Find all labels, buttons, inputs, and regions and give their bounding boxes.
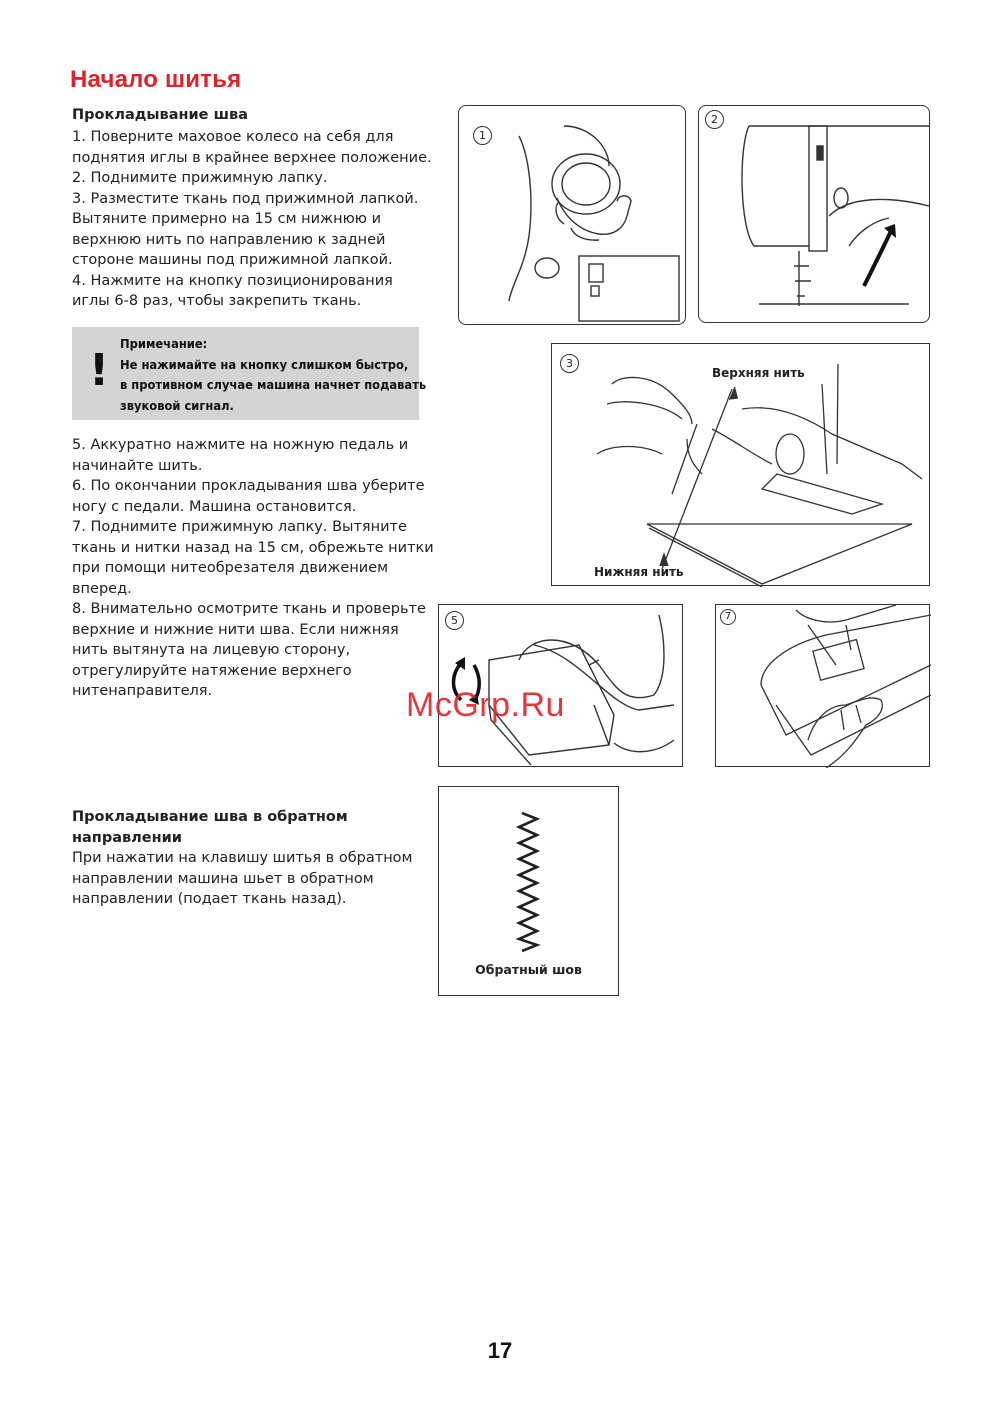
- reverse-heading-line-2: направлении: [72, 829, 182, 846]
- note-line-3: звуковой сигнал.: [120, 398, 234, 414]
- reverse-stitch-caption: Обратный шов: [475, 962, 582, 977]
- figure-2-number: 2: [705, 110, 724, 129]
- handwheel-illustration: [459, 106, 687, 326]
- figure-7-thread-cutter: [715, 604, 930, 767]
- reverse-heading-line-1: Прокладывание шва в обратном: [72, 809, 348, 825]
- reverse-text: [72, 848, 432, 910]
- steps-1-4: [72, 127, 432, 312]
- reverse-text-body: При нажатии на клавишу шитья в обратном направлении машина шьет в обратном направлении (подает ткань назад).: [72, 850, 413, 907]
- figure-3-threads: [551, 343, 930, 586]
- figure-5-number: 5: [445, 611, 464, 630]
- threads-illustration: [552, 344, 931, 587]
- page-number: 17: [487, 1338, 513, 1363]
- figure-3-number: 3: [560, 354, 579, 373]
- figure-1-number: 1: [473, 126, 492, 145]
- note-line-1: Не нажимайте на кнопку слишком быстро,: [120, 357, 409, 373]
- note-title: Примечание:: [120, 337, 208, 352]
- figure-7-number: 7: [720, 609, 736, 625]
- figure-2-presser-foot: [698, 105, 930, 323]
- note-box: [72, 327, 427, 420]
- figure-1-handwheel: [458, 105, 686, 325]
- watermark: McGrp.Ru: [406, 686, 565, 724]
- steps-1-4-text: 1. Поверните маховое колесо на себя для поднятия иглы в крайнее верхнее положение. 2. Поднимите прижимную лапку. 3. Разместите ткань под прижимной лапкой. Вытяните примерно на 15 см нижнюю и верхнюю нить по направлению к задней стороне машины под прижимной лапкой. 4. Нажмите на кнопку позиционирования иглы 6-8 раз, чтобы закрепить ткань.: [72, 129, 432, 309]
- section-heading-reverse: [72, 807, 432, 848]
- lower-thread-label: Нижняя нить: [594, 565, 684, 579]
- note-line-2: в противном случае машина начнет подавать: [120, 378, 427, 393]
- upper-thread-label: Верхняя нить: [712, 366, 805, 380]
- figure-reverse-stitch: [438, 786, 619, 996]
- presser-foot-illustration: [699, 106, 931, 324]
- exclamation-icon: !: [89, 345, 110, 396]
- page-title: Начало шитья: [70, 66, 242, 93]
- thread-cutter-illustration: [716, 605, 931, 768]
- steps-5-8-text: 5. Аккуратно нажмите на ножную педаль и начинайте шить. 6. По окончании прокладывания шва уберите ногу с педали. Машина остановится. 7. Поднимите прижимную лапку. Вытяните ткань и нитки назад на 15 см, обрежьте нитки при помощи нитеобрезателя движением вперед. 8. Внимательно осмотрите ткань и проверьте верхние и нижние нити шва. Если нижняя нить вытянута на лицевую сторону, отрегулируйте натяжение верхнего нитенаправителя.: [72, 437, 434, 699]
- section-heading-seam: Прокладывание шва: [72, 107, 248, 123]
- steps-5-8: [72, 435, 437, 702]
